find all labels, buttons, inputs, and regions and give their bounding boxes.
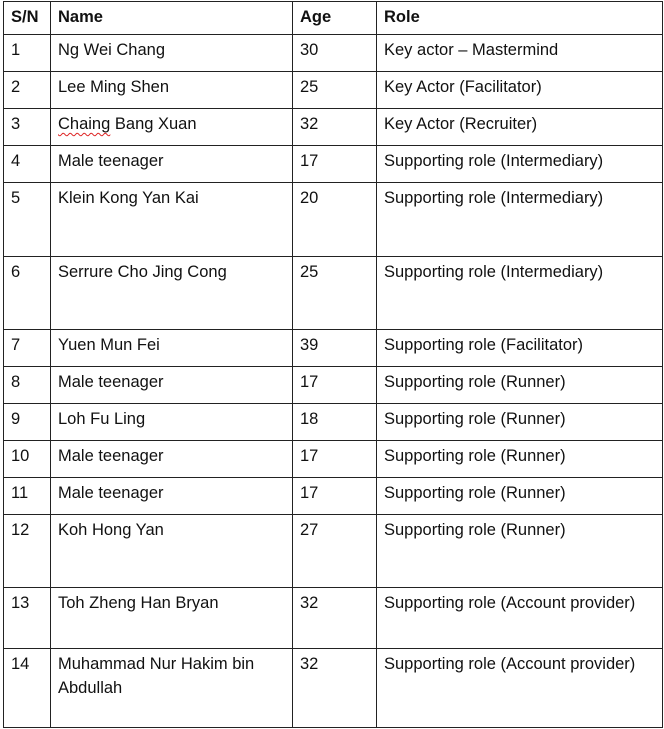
cell-age: 17 [293, 367, 377, 404]
cell-sn: 9 [4, 404, 51, 441]
cell-sn: 2 [4, 72, 51, 109]
cell-name: Male teenager [51, 146, 293, 183]
cell-sn: 10 [4, 441, 51, 478]
spellcheck-word[interactable]: Chaing [58, 115, 111, 133]
cell-age: 25 [293, 257, 377, 330]
table-row [4, 183, 663, 257]
cell-role: Supporting role (Facilitator) [377, 330, 663, 367]
header-role: Role [377, 2, 663, 35]
header-name: Name [51, 2, 293, 35]
cell-age: 30 [293, 35, 377, 72]
cell-name: Lee Ming Shen [51, 72, 293, 109]
cell-age: 25 [293, 72, 377, 109]
cell-role: Key actor – Mastermind [377, 35, 663, 72]
table-row [4, 35, 663, 72]
cell-sn: 3 [4, 109, 51, 146]
cell-role: Supporting role (Intermediary) [377, 257, 663, 330]
cell-role: Supporting role (Runner) [377, 478, 663, 515]
cell-age: 18 [293, 404, 377, 441]
table-row [4, 330, 663, 367]
cell-name: Ng Wei Chang [51, 35, 293, 72]
table-row [4, 478, 663, 515]
table-row [4, 367, 663, 404]
people-table [3, 1, 663, 728]
cell-role: Supporting role (Runner) [377, 404, 663, 441]
table-row [4, 72, 663, 109]
table-row [4, 404, 663, 441]
cell-name: Male teenager [51, 367, 293, 404]
cell-name: Yuen Mun Fei [51, 330, 293, 367]
name-rest: Bang Xuan [110, 115, 197, 133]
cell-age: 39 [293, 330, 377, 367]
cell-role: Supporting role (Intermediary) [377, 183, 663, 257]
cell-sn: 7 [4, 330, 51, 367]
table-row [4, 109, 663, 146]
table-row [4, 649, 663, 728]
cell-age: 32 [293, 649, 377, 728]
cell-name: Serrure Cho Jing Cong [51, 257, 293, 330]
header-sn: S/N [4, 2, 51, 35]
cell-name: Klein Kong Yan Kai [51, 183, 293, 257]
cell-sn: 13 [4, 588, 51, 649]
cell-name: Male teenager [51, 441, 293, 478]
cell-name: Muhammad Nur Hakim bin Abdullah [51, 649, 293, 728]
table-row [4, 588, 663, 649]
cell-sn: 4 [4, 146, 51, 183]
table-row [4, 515, 663, 588]
cell-age: 17 [293, 441, 377, 478]
cell-name: Koh Hong Yan [51, 515, 293, 588]
cell-sn: 11 [4, 478, 51, 515]
cell-role: Key Actor (Recruiter) [377, 109, 663, 146]
cell-role: Supporting role (Account provider) [377, 588, 663, 649]
cell-name: Male teenager [51, 478, 293, 515]
cell-role: Supporting role (Runner) [377, 515, 663, 588]
cell-sn: 5 [4, 183, 51, 257]
cell-role: Supporting role (Account provider) [377, 649, 663, 728]
cell-age: 27 [293, 515, 377, 588]
cell-role: Supporting role (Runner) [377, 367, 663, 404]
cell-age: 32 [293, 109, 377, 146]
cell-name: Loh Fu Ling [51, 404, 293, 441]
table-row [4, 257, 663, 330]
table-header-row [4, 2, 663, 35]
cell-name [51, 109, 293, 146]
cell-age: 32 [293, 588, 377, 649]
cell-role: Supporting role (Intermediary) [377, 146, 663, 183]
cell-age: 17 [293, 146, 377, 183]
cell-role: Key Actor (Facilitator) [377, 72, 663, 109]
cell-sn: 12 [4, 515, 51, 588]
cell-sn: 1 [4, 35, 51, 72]
cell-role: Supporting role (Runner) [377, 441, 663, 478]
cell-sn: 8 [4, 367, 51, 404]
header-age: Age [293, 2, 377, 35]
table-row [4, 146, 663, 183]
cell-sn: 14 [4, 649, 51, 728]
cell-age: 17 [293, 478, 377, 515]
cell-age: 20 [293, 183, 377, 257]
cell-name: Toh Zheng Han Bryan [51, 588, 293, 649]
cell-sn: 6 [4, 257, 51, 330]
table-row [4, 441, 663, 478]
